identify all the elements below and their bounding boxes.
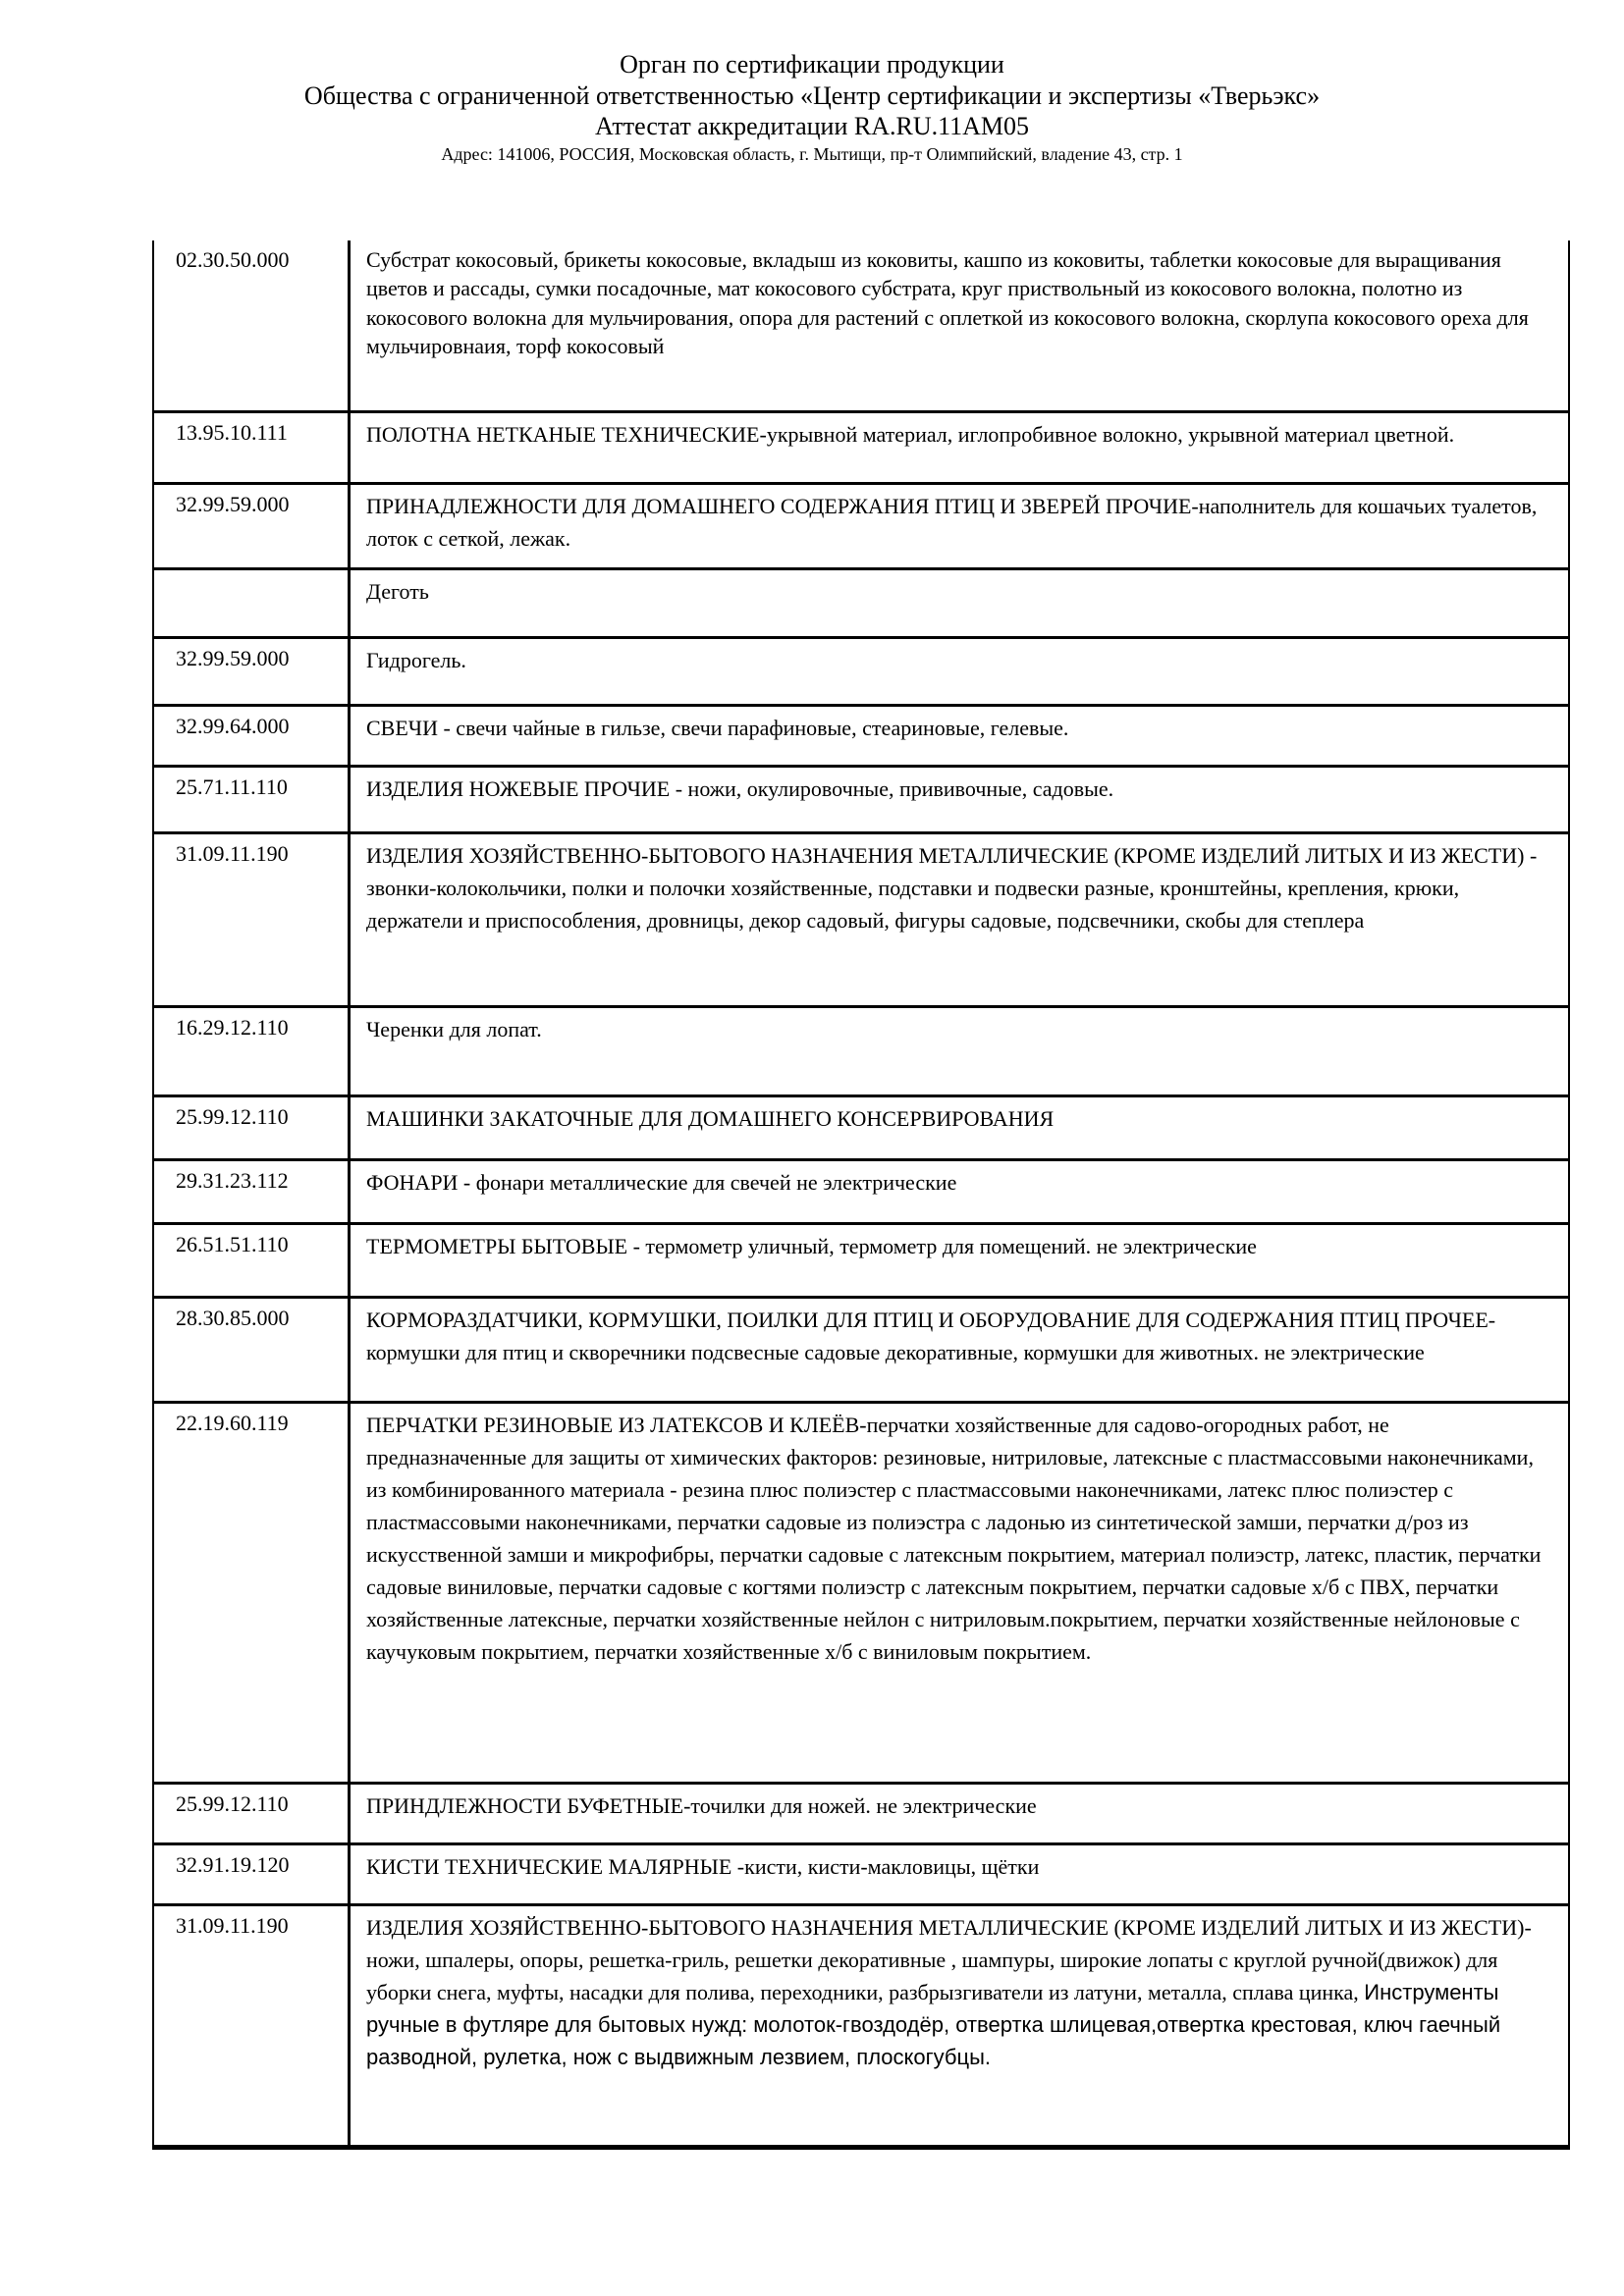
table-row	[154, 240, 1568, 413]
code-cell: 16.29.12.110	[154, 1008, 351, 1095]
description-cell	[351, 707, 1568, 765]
code-cell: 32.99.59.000	[154, 639, 351, 704]
table-row	[154, 768, 1568, 834]
code-cell: 13.95.10.111	[154, 413, 351, 482]
description-cell	[351, 1404, 1568, 1782]
description-cell	[351, 639, 1568, 704]
table-row	[154, 1785, 1568, 1845]
description-text: Гидрогель.	[366, 648, 466, 672]
description-text: ИЗДЕЛИЯ НОЖЕВЫЕ ПРОЧИЕ - ножи, окулировочные, прививочные, садовые.	[366, 776, 1114, 801]
description-text: ПЕРЧАТКИ РЕЗИНОВЫЕ ИЗ ЛАТЕКСОВ И КЛЕЁВ-перчатки хозяйственные для садово-огородных работ, не предназначенные для защиты от химических факторов: резиновые, нитриловые, латексные с пластмассовыми наконечниками, из комбинированного материала - резина плюс полиэстер с пластмассовыми наконечниками, латекс плюс полиэстер с пластмассовыми наконечниками, перчатки садовые из полиэстра с ладонью из синтетической замши, перчатки д/роз из искусственной замши и микрофибры, перчатки садовые с латексным покрытием, материал полиэстр, латекс, пластик, перчатки садовые виниловые, перчатки садовые с когтями полиэстр с латексным покрытием, перчатки садовые х/б с ПВХ, перчатки хозяйственные латексные, перчатки хозяйственные нейлон с нитриловым.покрытием, перчатки хозяйственные нейлоновые с каучуковым покрытием, перчатки хозяйственные х/б с виниловым покрытием.	[366, 1413, 1542, 1664]
description-cell	[351, 1008, 1568, 1095]
header-address: Адрес: 141006, РОССИЯ, Московская область, г. Мытищи, пр-т Олимпийский, владение 43, стр. 1	[441, 144, 1183, 165]
description-text: ИЗДЕЛИЯ ХОЗЯЙСТВЕННО-БЫТОВОГО НАЗНАЧЕНИЯ МЕТАЛЛИЧЕСКИЕ (КРОМЕ ИЗДЕЛИЙ ЛИТЫХ И ИЗ ЖЕСТИ)-ножи, шпалеры, опоры, решетка-гриль, решетки декоративные , шампуры, широкие лопаты с круглой ручной(движок) для уборки снега, муфты, насадки для полива, переходники, разбрызгиватели из латуни, металла, сплава цинка,	[366, 1915, 1532, 2004]
code-cell: 31.09.11.190	[154, 1906, 351, 2145]
description-cell	[351, 240, 1568, 410]
description-cell	[351, 1906, 1568, 2145]
description-text: МАШИНКИ ЗАКАТОЧНЫЕ ДЛЯ ДОМАШНЕГО КОНСЕРВИРОВАНИЯ	[366, 1106, 1055, 1131]
code-cell: 32.99.64.000	[154, 707, 351, 765]
table-row	[154, 1906, 1568, 2150]
description-cell	[351, 1225, 1568, 1296]
table-row	[154, 485, 1568, 570]
table-row	[154, 570, 1568, 639]
description-text: Субстрат кокосовый, брикеты кокосовые, вкладыш из коковиты, кашпо из коковиты, таблетки кокосовые для выращивания цветов и рассады, сумки посадочные, мат кокосового субстрата, круг приствольный из кокосового волокна, полотно из кокосового волокна для мульчирования, опора для растений с оплеткой из кокосового волокна, скорлупа кокосового ореха для мульчировнаия, торф кокосовый	[366, 247, 1529, 358]
description-cell	[351, 413, 1568, 482]
table-row	[154, 1299, 1568, 1404]
description-cell	[351, 768, 1568, 831]
header-org-title: Орган по сертификации продукции	[620, 50, 1004, 79]
table-row	[154, 639, 1568, 707]
description-text: ПРИНАДЛЕЖНОСТИ ДЛЯ ДОМАШНЕГО СОДЕРЖАНИЯ ПТИЦ И ЗВЕРЕЙ ПРОЧИЕ-наполнитель для кошачьих туалетов, лоток с сеткой, лежак.	[366, 494, 1538, 551]
header-accreditation: Аттестат аккредитации RA.RU.11АМ05	[594, 112, 1030, 141]
description-text: КИСТИ ТЕХНИЧЕСКИЕ МАЛЯРНЫЕ -кисти, кисти-макловицы, щётки	[366, 1854, 1040, 1879]
description-cell	[351, 1845, 1568, 1903]
code-cell: 25.71.11.110	[154, 768, 351, 831]
description-text: Деготь	[366, 579, 429, 604]
description-text-sans: Инструменты ручные в футляре для бытовых нужд: молоток-гвоздодёр, отвертка шлицевая,отвертка крестовая, ключ гаечный разводной, рулетка, нож с выдвижным лезвием, плоскогубцы.	[366, 1980, 1501, 2069]
description-cell	[351, 1097, 1568, 1158]
code-cell: 29.31.23.112	[154, 1161, 351, 1222]
description-text: ТЕРМОМЕТРЫ БЫТОВЫЕ - термометр уличный, термометр для помещений. не электрические	[366, 1234, 1257, 1258]
description-cell	[351, 1161, 1568, 1222]
table-row	[154, 1404, 1568, 1785]
code-cell	[154, 570, 351, 636]
code-cell: 02.30.50.000	[154, 240, 351, 410]
table-row	[154, 1161, 1568, 1225]
code-cell: 31.09.11.190	[154, 834, 351, 1005]
code-cell: 32.91.19.120	[154, 1845, 351, 1903]
description-cell	[351, 570, 1568, 636]
description-text: ФОНАРИ - фонари металлические для свечей не электрические	[366, 1170, 957, 1195]
table-row	[154, 1845, 1568, 1906]
description-cell	[351, 1785, 1568, 1842]
code-cell: 26.51.51.110	[154, 1225, 351, 1296]
table-row	[154, 413, 1568, 485]
table-row	[154, 707, 1568, 768]
document-header	[0, 0, 1624, 166]
description-text: КОРМОРАЗДАТЧИКИ, КОРМУШКИ, ПОИЛКИ ДЛЯ ПТИЦ И ОБОРУДОВАНИЕ ДЛЯ СОДЕРЖАНИЯ ПТИЦ ПРОЧЕЕ-кормушки для птиц и скворечники подсвесные садовые декоративные, кормушки для животных. не электрические	[366, 1308, 1496, 1364]
code-cell: 32.99.59.000	[154, 485, 351, 567]
certification-table	[152, 240, 1570, 2150]
code-cell: 25.99.12.110	[154, 1785, 351, 1842]
description-text: Черенки для лопат.	[366, 1017, 542, 1041]
code-cell: 22.19.60.119	[154, 1404, 351, 1782]
description-text: СВЕЧИ - свечи чайные в гильзе, свечи парафиновые, стеариновые, гелевые.	[366, 716, 1069, 740]
description-cell	[351, 485, 1568, 567]
table-row	[154, 1097, 1568, 1161]
code-cell: 28.30.85.000	[154, 1299, 351, 1401]
table-row	[154, 1008, 1568, 1097]
description-text: ПРИНДЛЕЖНОСТИ БУФЕТНЫЕ-точилки для ножей. не электрические	[366, 1793, 1037, 1818]
table-row	[154, 834, 1568, 1008]
header-org-name: Общества с ограниченной ответственностью «Центр сертификации и экспертизы «Тверьэкс»	[303, 80, 1321, 110]
table-row	[154, 1225, 1568, 1299]
description-text: ПОЛОТНА НЕТКАНЫЕ ТЕХНИЧЕСКИЕ-укрывной материал, иглопробивное волокно, укрывной материал цветной.	[366, 422, 1455, 447]
code-cell: 25.99.12.110	[154, 1097, 351, 1158]
description-cell	[351, 1299, 1568, 1401]
description-text: ИЗДЕЛИЯ ХОЗЯЙСТВЕННО-БЫТОВОГО НАЗНАЧЕНИЯ МЕТАЛЛИЧЕСКИЕ (КРОМЕ ИЗДЕЛИЙ ЛИТЫХ И ИЗ ЖЕСТИ) - звонки-колокольчики, полки и полочки хозяйственные, подставки и подвески разные, кронштейны, крепления, крюки, держатели и приспособления, дровницы, декор садовый, фигуры садовые, подсвечники, скобы для степлера	[366, 843, 1538, 933]
description-cell	[351, 834, 1568, 1005]
